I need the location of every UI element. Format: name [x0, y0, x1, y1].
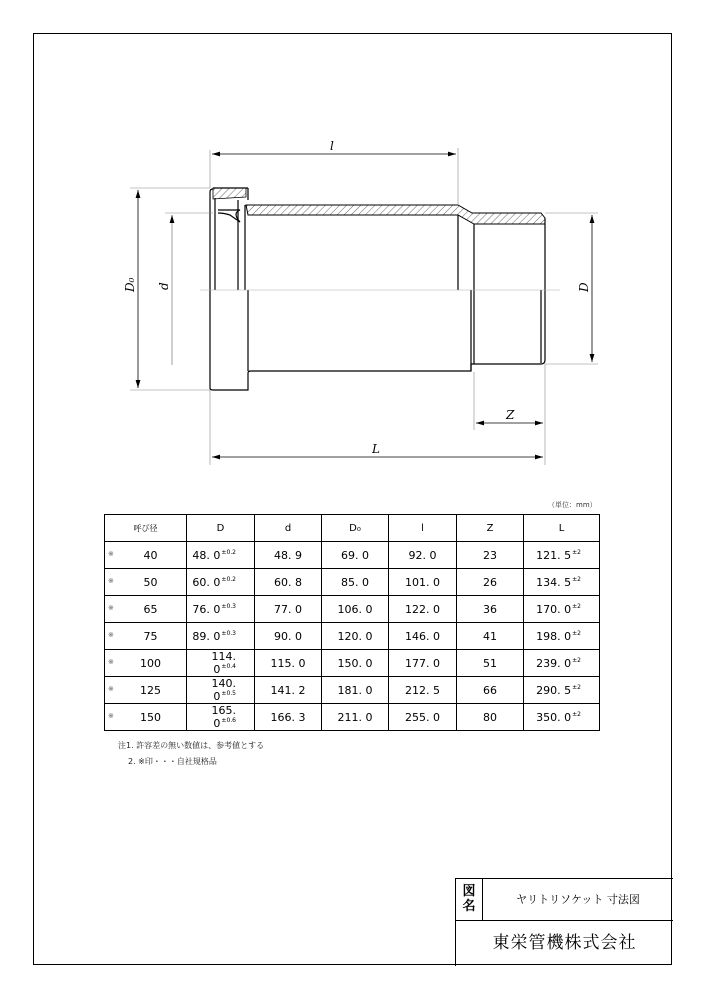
D-tolerance: ±0.5	[221, 690, 236, 698]
header-l: l	[389, 515, 457, 542]
title-label-line2: 名	[462, 899, 476, 914]
table-row	[105, 596, 600, 623]
cell-Z: 26	[457, 569, 524, 596]
table-header-row	[105, 515, 600, 542]
L-tolerance: ±2	[572, 602, 581, 610]
cell-d: 115. 0	[255, 650, 322, 677]
L-value: 290. 5	[536, 683, 572, 697]
cell-L	[524, 569, 600, 596]
D-tolerance: ±0.2	[221, 575, 236, 583]
cell-L	[524, 542, 600, 569]
cell-nominal	[105, 596, 187, 623]
table-row	[105, 677, 600, 704]
note-2: 2. ※印・・・自社規格品	[128, 757, 217, 766]
company-standard-mark: ※	[108, 577, 114, 585]
L-tolerance: ±2	[572, 575, 581, 583]
cell-D0: 85. 0	[322, 569, 389, 596]
cell-d: 90. 0	[255, 623, 322, 650]
D-value: 60. 0	[192, 575, 221, 589]
cell-L	[524, 623, 600, 650]
label-d: d	[157, 282, 171, 290]
cell-D0: 150. 0	[322, 650, 389, 677]
L-tolerance: ±2	[572, 629, 581, 637]
unit-note: （単位：mm）	[548, 501, 597, 509]
cell-Z: 23	[457, 542, 524, 569]
cell-D0: 69. 0	[322, 542, 389, 569]
D-value: 114. 0	[211, 650, 236, 676]
cell-D	[187, 596, 255, 623]
header-d: d	[255, 515, 322, 542]
header-D0: D₀	[322, 515, 389, 542]
cell-l: 177. 0	[389, 650, 457, 677]
cell-l: 122. 0	[389, 596, 457, 623]
L-value: 239. 0	[536, 656, 572, 670]
cell-D	[187, 650, 255, 677]
cell-d: 77. 0	[255, 596, 322, 623]
D-tolerance: ±0.3	[221, 629, 236, 637]
cell-d: 48. 9	[255, 542, 322, 569]
cell-D0: 106. 0	[322, 596, 389, 623]
nominal-value: 75	[143, 629, 158, 643]
cell-L	[524, 596, 600, 623]
notes	[118, 738, 264, 770]
dimension-lines	[138, 154, 592, 457]
L-tolerance: ±2	[572, 656, 581, 664]
cell-D0: 211. 0	[322, 704, 389, 731]
D-tolerance: ±0.3	[221, 602, 236, 610]
cell-l: 101. 0	[389, 569, 457, 596]
cell-D0: 120. 0	[322, 623, 389, 650]
table-row	[105, 650, 600, 677]
D-value: 89. 0	[192, 629, 221, 643]
cell-d: 60. 8	[255, 569, 322, 596]
L-value: 350. 0	[536, 710, 572, 724]
cell-L	[524, 677, 600, 704]
nominal-value: 125	[140, 683, 161, 697]
nominal-value: 100	[140, 656, 161, 670]
company-standard-mark: ※	[108, 685, 114, 693]
company-standard-mark: ※	[108, 712, 114, 720]
extension-lines	[130, 148, 598, 465]
label-L: L	[372, 442, 380, 456]
company-standard-mark: ※	[108, 658, 114, 666]
cell-nominal	[105, 704, 187, 731]
D-value: 48. 0	[192, 548, 221, 562]
header-L: L	[524, 515, 600, 542]
drawing-name: ヤリトリソケット 寸法図	[483, 879, 673, 921]
title-block	[455, 878, 673, 966]
nominal-value: 40	[143, 548, 158, 562]
table-row	[105, 542, 600, 569]
D-value: 140. 0	[211, 677, 236, 703]
L-value: 198. 0	[536, 629, 572, 643]
cell-D	[187, 542, 255, 569]
header-D: D	[187, 515, 255, 542]
cell-D	[187, 623, 255, 650]
cell-D	[187, 704, 255, 731]
cell-Z: 41	[457, 623, 524, 650]
cell-Z: 36	[457, 596, 524, 623]
cell-l: 146. 0	[389, 623, 457, 650]
cell-l: 212. 5	[389, 677, 457, 704]
cell-L	[524, 650, 600, 677]
cell-nominal	[105, 623, 187, 650]
L-value: 170. 0	[536, 602, 572, 616]
cell-Z: 51	[457, 650, 524, 677]
cell-l: 92. 0	[389, 542, 457, 569]
D-tolerance: ±0.6	[221, 717, 236, 725]
table-row	[105, 623, 600, 650]
cell-L	[524, 704, 600, 731]
cell-d: 141. 2	[255, 677, 322, 704]
nominal-value: 50	[143, 575, 158, 589]
D-tolerance: ±0.4	[221, 663, 236, 671]
title-label	[456, 879, 483, 921]
company-standard-mark: ※	[108, 604, 114, 612]
L-tolerance: ±2	[572, 683, 581, 691]
label-D0: D₀	[123, 277, 137, 292]
D-tolerance: ±0.2	[221, 548, 236, 556]
section-hatch	[213, 188, 545, 224]
nominal-value: 150	[140, 710, 161, 724]
cell-l: 255. 0	[389, 704, 457, 731]
label-D: D	[577, 282, 591, 292]
L-value: 134. 5	[536, 575, 572, 589]
cell-Z: 66	[457, 677, 524, 704]
D-value: 76. 0	[192, 602, 221, 616]
header-Z: Z	[457, 515, 524, 542]
L-value: 121. 5	[536, 548, 572, 562]
company-name: 東栄管機株式会社	[492, 933, 637, 953]
cell-nominal	[105, 569, 187, 596]
header-nominal: 呼び径	[105, 515, 187, 542]
cell-Z: 80	[457, 704, 524, 731]
cell-nominal	[105, 650, 187, 677]
cell-d: 166. 3	[255, 704, 322, 731]
cell-nominal	[105, 542, 187, 569]
L-tolerance: ±2	[572, 710, 581, 718]
nominal-value: 65	[143, 602, 158, 616]
table-row	[105, 704, 600, 731]
label-l: l	[330, 139, 334, 153]
cell-D0: 181. 0	[322, 677, 389, 704]
L-tolerance: ±2	[572, 548, 581, 556]
table-row	[105, 569, 600, 596]
cell-D	[187, 569, 255, 596]
company-standard-mark: ※	[108, 550, 114, 558]
cell-nominal	[105, 677, 187, 704]
label-Z: Z	[506, 408, 515, 422]
cell-D	[187, 677, 255, 704]
note-1: 注1. 許容差の無い数値は、参考値とする	[118, 741, 265, 750]
D-value: 165. 0	[211, 704, 236, 730]
dimension-table	[104, 514, 600, 731]
company-standard-mark: ※	[108, 631, 114, 639]
title-label-line1: 図	[462, 884, 476, 899]
